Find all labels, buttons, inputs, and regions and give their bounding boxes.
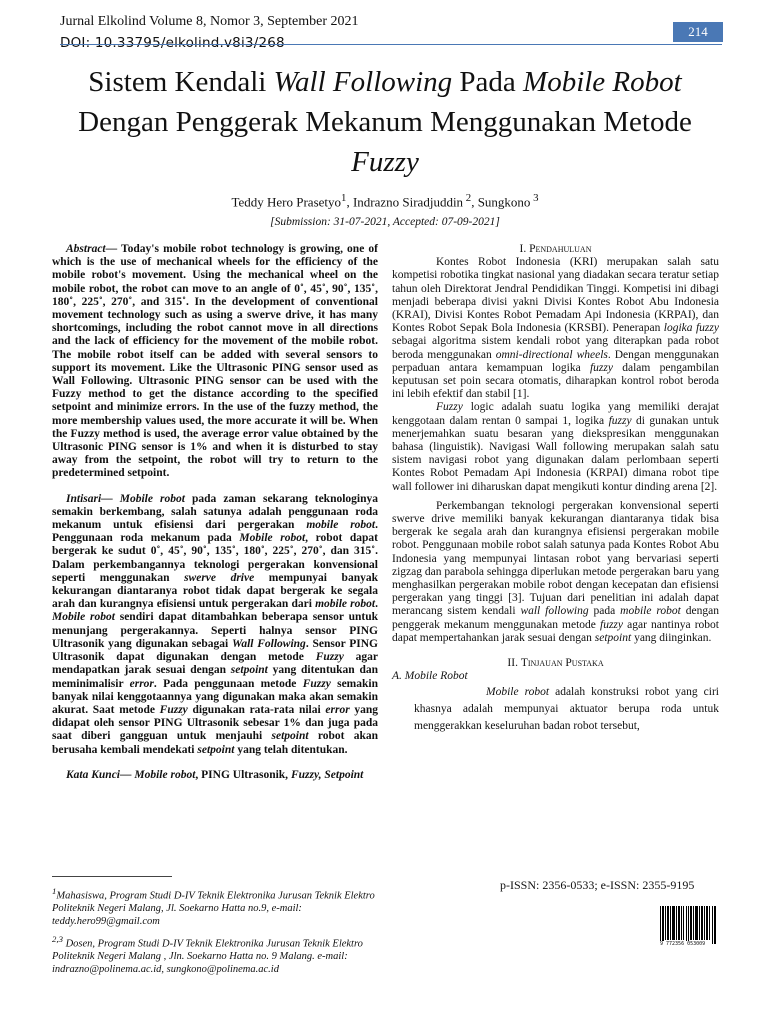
right-column xyxy=(392,243,719,735)
left-column xyxy=(52,243,378,782)
keywords-label: Kata Kunci xyxy=(66,768,121,781)
paragraph: Perkembangan teknologi pergerakan konvensional seperti swerve drive memiliki banyak kekurangan diantaranya tidak bisa bergerak ke segala arah dan kurangnya efisiensi pergerakan mobile robot. Penggunaan mobile robot salah satunya pada Kontes Robot Abu Indonesia yang mempunyai lintasan robot yang bervariasi seperti zigzag dan parabola sehingga diperlukan metode pergerakan baru yang menghasilkan pergerakan mobile robot dengan kecepatan dan efisiensi pergerakan yang tinggi [3]. Tujuan dari penelitian ini adalah dapat merancang sistem kendali wall following pada mobile robot dengan penggerak mekanum menggunakan metode fuzzy agar nantinya robot dapat mempertahankan jarak sesuai dengan setpoint yang diinginkan. xyxy=(392,499,720,644)
section-heading-pendahuluan: I. Pendahuluan xyxy=(519,243,592,255)
footnotes xyxy=(52,885,382,982)
issn: p-ISSN: 2356-0533; e-ISSN: 2355-9195 xyxy=(500,878,695,892)
footnote-2: $^{2,3}$ Dosen, Program Studi D-IV Teknik Elektronika Jurusan Teknik Elektro Politeknik Negeri Malang , Jln. Soekarno Hatta no. 9 Malang. e-mail: indrazno@polinema.ac.id, sungkono@polinema.ac.id xyxy=(52,934,363,975)
barcode-number: 9 772356 053009 xyxy=(660,941,706,947)
page-number-badge: 214 xyxy=(673,22,723,42)
keywords: Kata Kunci— Mobile robot, PING Ultrasonik, Fuzzy, Setpoint xyxy=(66,768,364,781)
footnote-1: $^1$Mahasiswa, Program Studi D-IV Teknik Elektronika Jurusan Teknik Elektro Politeknik Negeri Malang, Jl. Soekarno Hatta no.9, e-mail: teddy.hero99@gmail.com xyxy=(52,886,375,927)
paper-title: Sistem Kendali Wall Following Pada Mobile Robot Dengan Penggerak Mekanum Menggunakan Metode Fuzzy xyxy=(78,66,692,178)
subsection-heading-mobile-robot: A. Mobile Robot xyxy=(392,670,468,683)
paragraph: Fuzzy logic adalah suatu logika yang memiliki derajat kenggotaan dalam rentan 0 sampai 1, logika fuzzy di gunakan untuk menerjemahkan suatu besaran yang diekspresikan menggunakan bahasa (linguistik). Navigasi Wall following merupakan salah satu sistem navigasi robot yang digunakan dalam perlombaan seperti Kontes Robot Pemadam Api Indonesia (KRPAI) dimana robot tipe wall follower ini diharuskan dapat mengikuti kontur dinding arena [2]. xyxy=(392,401,719,493)
intisari-label: Intisari xyxy=(66,492,102,505)
submission-dates: [Submission: 31-07-2021, Accepted: 07-09-2021] xyxy=(270,216,500,228)
paragraph: Mobile robot adalah konstruksi robot yang ciri khasnya adalah mempunyai aktuator berupa roda untuk menggerakkan keseluruhan badan robot tersebut, xyxy=(414,685,719,732)
header-rule xyxy=(60,44,722,45)
abstract: Abstract— Today's mobile robot technology is growing, one of which is the use of mechanical wheels for the efficiency of the mobile robot's movement. Using the mechanical wheel on the mobile robot, the robot can move to an angle of 0˚, 45˚, 90˚, 135˚, 180˚, 225˚, 270˚, and 315˚. In the development of conventional movement technology such as using a swerve drive, it has many shortcomings, including the robot cannot move in all directions and the lack of efficiency for the movement of the mobile robot. The mobile robot itself can be added with several sensors to support its movement. Like the Ultrasonic PING sensor used as Wall Following. Ultrasonic PING sensor can be used with the Fuzzy method to get the distance according to the specified setpoint and minimize errors. In the use of the fuzzy method, the more membership values used, the more accurate it will be. When the Fuzzy method is used, the average error value obtained by the Ultrasonic PING sensor is 1% and when it is disturbed to stay away from the setpoint, the robot will try to return to the predetermined setpoint. xyxy=(52,243,378,480)
footnote-rule xyxy=(52,876,172,877)
journal-header: Jurnal Elkolind Volume 8, Nomor 3, September 2021 xyxy=(60,14,359,29)
intisari: Intisari— Mobile robot pada zaman sekarang teknologinya semakin berkembang, salah satunya adalah penggunaan roda mekanum untuk efisiensi dari pergerakan mobile robot. Penggunaan roda mekanum pada Mobile robot, robot dapat bergerak ke sudut 0˚, 45˚, 90˚, 135˚, 180˚, 225˚, 270˚, dan 315˚. Dalam perkembangannya teknologi pergerakan konvensional seperti menggunakan swerve drive mempunyai banyak kekurangan diantaranya robot tidak dapat bergerak ke segala arah dan kurangnya efisiensi untuk pergerakan dari mobile robot. Mobile robot sendiri dapat ditambahkan beberapa sensor untuk menunjang pergerakannya. Seperti halnya sensor PING Ultrasonik yang digunakan sebagai Wall Following. Sensor PING Ultrasonik dapat digunakan dengan metode Fuzzy agar mendapatkan jarak sesuai dengan setpoint yang ditentukan dan meminimalisir error. Pada penggunaan metode Fuzzy semakin banyak nilai kenggotaannya yang digunakan maka akan semakin akurat. Saat metode Fuzzy digunakan rata-rata nilai error yang didapat oleh sensor PING Ultrasonik sebesar 1% dan juga pada saat diberi gangguan untuk menjauhi setpoint robot akan berusaha kembali mendekati setpoint yang telah ditentukan. xyxy=(52,492,379,756)
author-list: Teddy Hero Prasetyo$^1$, Indrazno Siradjuddin $^2$, Sungkono $^3$ xyxy=(231,192,539,210)
doi: DOI: 10.33795/elkolind.v8i3/268 xyxy=(60,35,285,51)
paragraph: Kontes Robot Indonesia (KRI) merupakan salah satu kompetisi robotika tingkat nasional yang diadakan secara teratur setiap tahun oleh Direktorat Jendral Pendidikan Tinggi. Kompetisi ini dibagi menjadi beberapa divisi yakni Divisi Kontes Robot Abu Indonesia (KRAI), Divisi Kontes Robot Pemadam Api Indonesia (KRPAI), dan Kontes Robot Sepak Bola Indonesia (KRSBI). Penerapan logika fuzzy sebagai algoritma sistem kendali robot yang diterapkan pada robot beroda menggunakan omni-directional wheels. Dengan menggunakan perpaduan antara kemampuan logika fuzzy dalam pengambilan keputusan set poin secara otomatis, diharapkan kontrol robot beroda ini lebih efektif dan stabil [1]. xyxy=(392,256,720,401)
section-heading-tinjauan: II. Tinjauan Pustaka xyxy=(507,657,604,670)
abstract-label: Abstract xyxy=(66,243,106,255)
